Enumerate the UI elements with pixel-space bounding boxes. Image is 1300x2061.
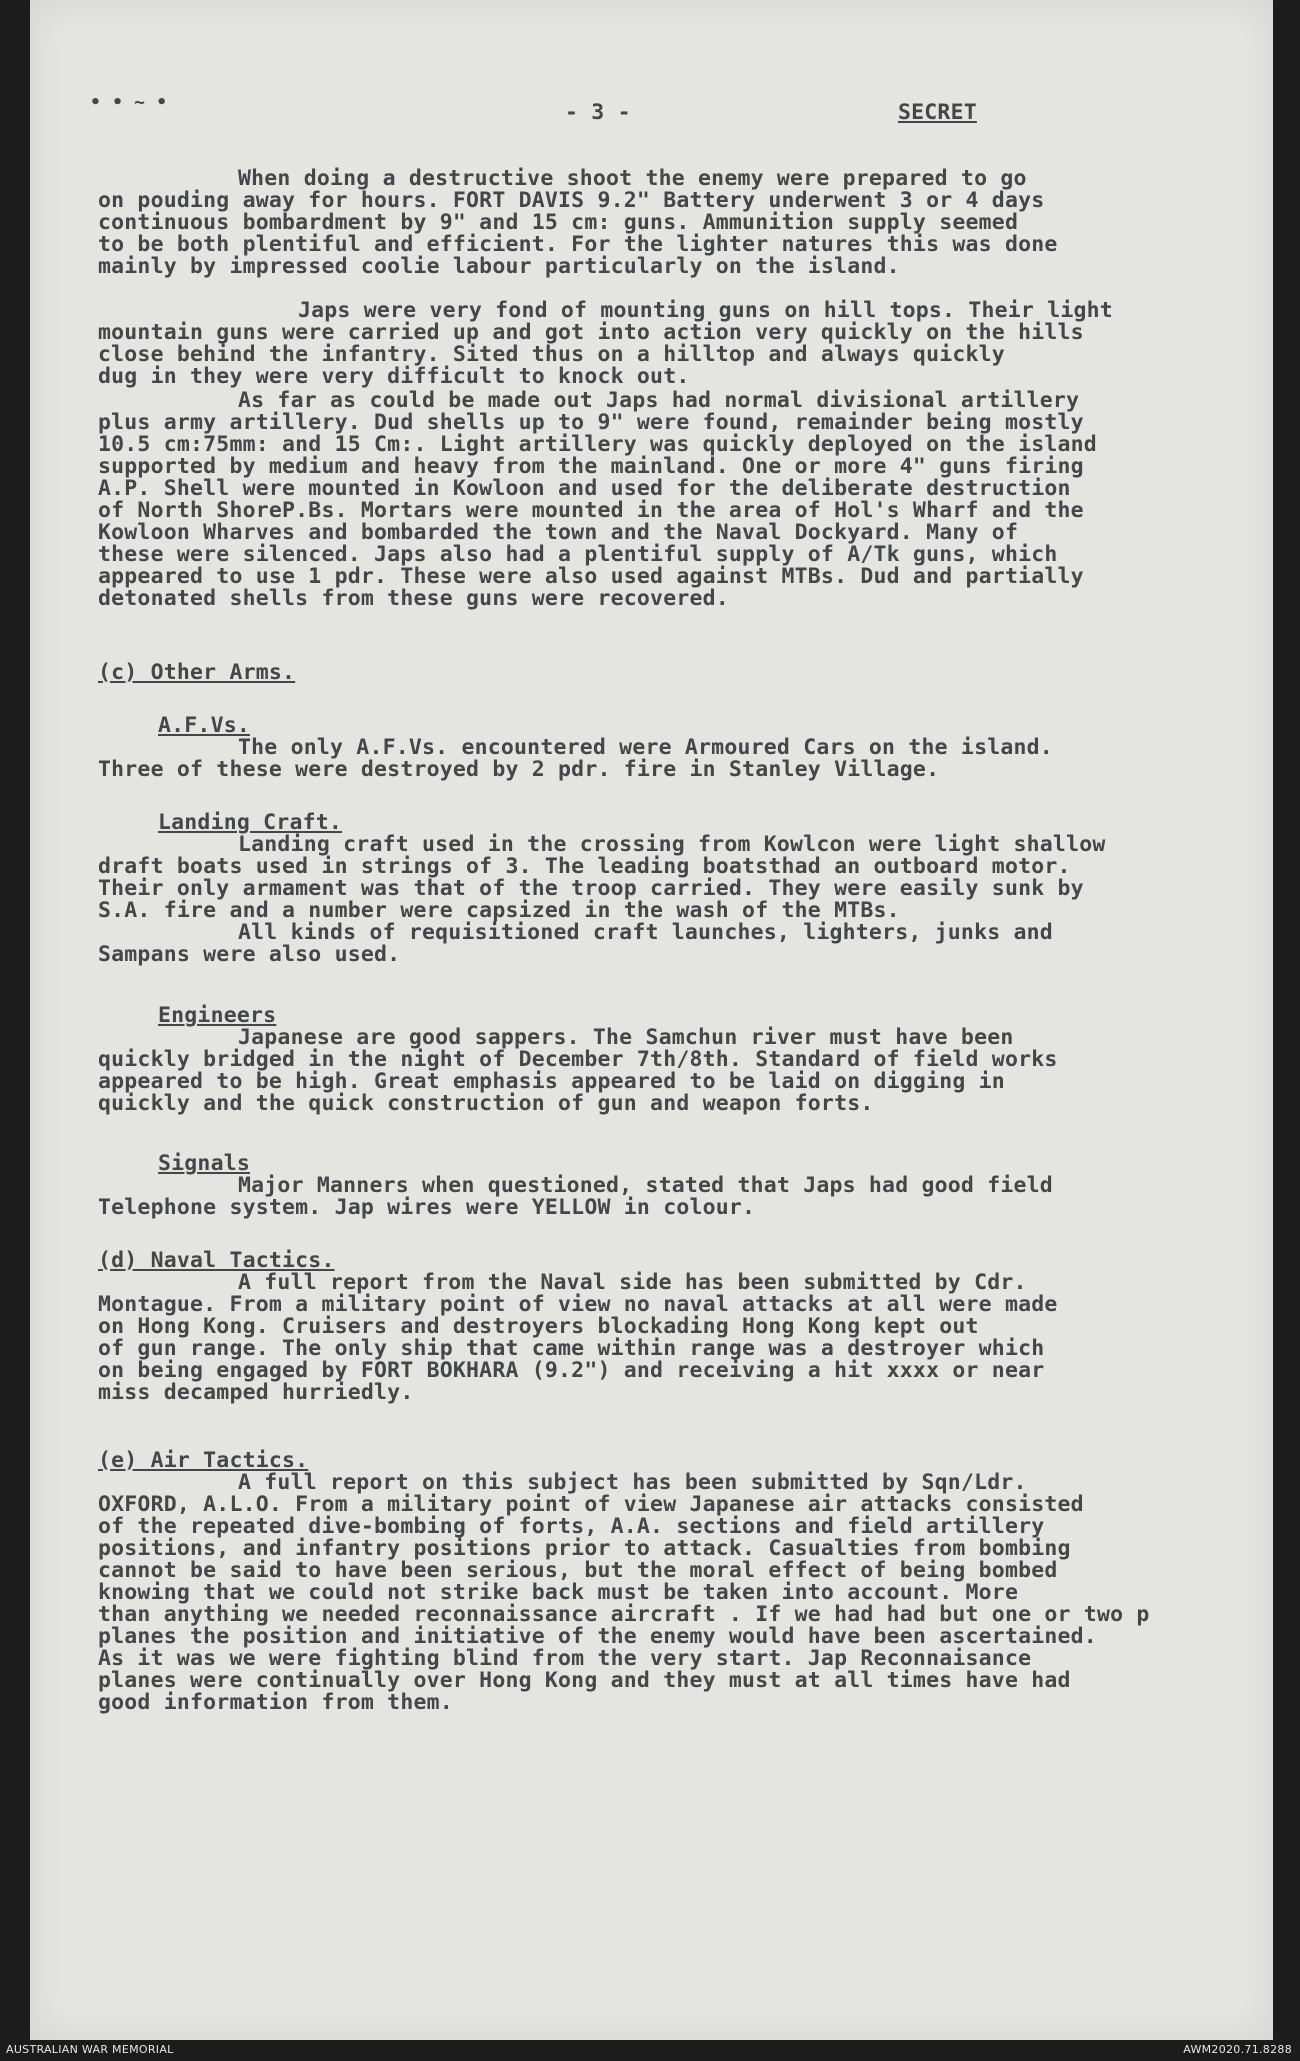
text-line: Landing craft used in the crossing from Kowlcon were light shallow (238, 832, 1106, 857)
naval-tactics-section (98, 1250, 1278, 1404)
text-line: planes were continually over Hong Kong and they must at all times have had (98, 1668, 1071, 1693)
text-line: these were silenced. Japs also had a plentiful supply of A/Tk guns, which (98, 542, 1058, 567)
engineers-section (98, 1005, 1278, 1115)
classification-label: SECRET (898, 100, 977, 125)
text-line: cannot be said to have been serious, but the moral effect of being bombed (98, 1558, 1058, 1583)
text-line: quickly and the quick construction of gun and weapon forts. (98, 1091, 874, 1116)
subsection-heading: Engineers (158, 1003, 277, 1028)
subsection-heading: Signals (158, 1151, 251, 1176)
page-number: - 3 - (565, 100, 631, 125)
text-line: miss decamped hurriedly. (98, 1380, 414, 1405)
footer-reference: AWM2020.71.8288 (1183, 2043, 1292, 2056)
text-line: knowing that we could not strike back must be taken into account. More (98, 1580, 1019, 1605)
text-line: appeared to use 1 pdr. These were also used against MTBs. Dud and partially (98, 564, 1084, 589)
afvs-section (98, 715, 1278, 781)
text-line: Three of these were destroyed by 2 pdr. fire in Stanley Village. (98, 757, 940, 782)
text-line: A full report on this subject has been submitted by Sqn/Ldr. (238, 1470, 1027, 1495)
text-line: on Hong Kong. Cruisers and destroyers blockading Hong Kong kept out (98, 1314, 979, 1339)
section-heading: (c) Other Arms. (98, 660, 296, 685)
text-line: on being engaged by FORT BOKHARA (9.2") and receiving a hit xxxx or near (98, 1358, 1045, 1383)
text-line: All kinds of requisitioned craft launches, lighters, junks and (238, 920, 1053, 945)
text-line: of North ShoreP.Bs. Mortars were mounted in the area of Hol's Wharf and the (98, 498, 1084, 523)
text-line: continuous bombardment by 9" and 15 cm: guns. Ammunition supply seemed (98, 210, 1019, 235)
text-line: appeared to be high. Great emphasis appeared to be laid on digging in (98, 1069, 1005, 1094)
text-line: Kowloon Wharves and bombarded the town and the Naval Dockyard. Many of (98, 520, 1019, 545)
text-line: than anything we needed reconnaissance aircraft . If we had had but one or two p (98, 1602, 1150, 1627)
text-line: to be both plentiful and efficient. For the lighter natures this was done (98, 232, 1058, 257)
text-line: S.A. fire and a number were capsized in the wash of the MTBs. (98, 898, 900, 923)
artillery-paragraph-1 (98, 168, 1278, 278)
artillery-paragraph-2 (98, 300, 1278, 388)
text-line: Japanese are good sappers. The Samchun river must have been (238, 1025, 1014, 1050)
subsection-heading: Landing Craft. (158, 810, 343, 835)
text-line: 10.5 cm:75mm: and 15 Cm:. Light artillery was quickly deployed on the island (98, 432, 1097, 457)
text-line: Telephone system. Jap wires were YELLOW in colour. (98, 1195, 756, 1220)
text-line: As far as could be made out Japs had normal divisional artillery (238, 388, 1080, 413)
text-line: planes the position and initiative of the enemy would have been ascertained. (98, 1624, 1097, 1649)
footer-source: AUSTRALIAN WAR MEMORIAL (6, 2043, 174, 2056)
text-line: A.P. Shell were mounted in Kowloon and used for the deliberate destruction (98, 476, 1071, 501)
section-heading: (d) Naval Tactics. (98, 1248, 335, 1273)
text-line: close behind the infantry. Sited thus on a hilltop and always quickly (98, 342, 1005, 367)
text-line: plus army artillery. Dud shells up to 9" were found, remainder being mostly (98, 410, 1084, 435)
text-line: Sampans were also used. (98, 942, 401, 967)
text-line: on pouding away for hours. FORT DAVIS 9.2" Battery underwent 3 or 4 days (98, 188, 1045, 213)
text-line: Their only armament was that of the troop carried. They were easily sunk by (98, 876, 1084, 901)
text-line: OXFORD, A.L.O. From a military point of view Japanese air attacks consisted (98, 1492, 1084, 1517)
landing-craft-section (98, 812, 1278, 966)
text-line: mountain guns were carried up and got into action very quickly on the hills (98, 320, 1084, 345)
section-other-arms (98, 662, 1278, 684)
text-line: A full report from the Naval side has been submitted by Cdr. (238, 1270, 1027, 1295)
document-page (30, 0, 1273, 2040)
air-tactics-section (98, 1450, 1278, 1714)
text-line: detonated shells from these guns were recovered. (98, 586, 729, 611)
artillery-paragraph-3 (98, 390, 1278, 610)
text-line: As it was we were fighting blind from the very start. Jap Reconnaisance (98, 1646, 1032, 1671)
text-line: When doing a destructive shoot the enemy were prepared to go (238, 166, 1027, 191)
text-line: supported by medium and heavy from the mainland. One or more 4" guns firing (98, 454, 1084, 479)
page-marks: • • ~ • (90, 92, 168, 113)
text-line: good information from them. (98, 1690, 453, 1715)
section-heading: (e) Air Tactics. (98, 1448, 309, 1473)
text-line: quickly bridged in the night of December 7th/8th. Standard of field works (98, 1047, 1058, 1072)
text-line: draft boats used in strings of 3. The leading boatsthad an outboard motor. (98, 854, 1071, 879)
text-line: Major Manners when questioned, stated that Japs had good field (238, 1173, 1053, 1198)
text-line: dug in they were very difficult to knock out. (98, 364, 690, 389)
text-line: of gun range. The only ship that came within range was a destroyer which (98, 1336, 1045, 1361)
text-line: positions, and infantry positions prior to attack. Casualties from bombing (98, 1536, 1071, 1561)
text-line: of the repeated dive-bombing of forts, A.A. sections and field artillery (98, 1514, 1045, 1539)
text-line: Japs were very fond of mounting guns on hill tops. Their light (298, 298, 1113, 323)
text-line: mainly by impressed coolie labour particularly on the island. (98, 254, 900, 279)
text-line: The only A.F.Vs. encountered were Armoured Cars on the island. (238, 735, 1053, 760)
signals-section (98, 1153, 1278, 1219)
text-line: Montague. From a military point of view no naval attacks at all were made (98, 1292, 1058, 1317)
subsection-heading: A.F.Vs. (158, 713, 251, 738)
